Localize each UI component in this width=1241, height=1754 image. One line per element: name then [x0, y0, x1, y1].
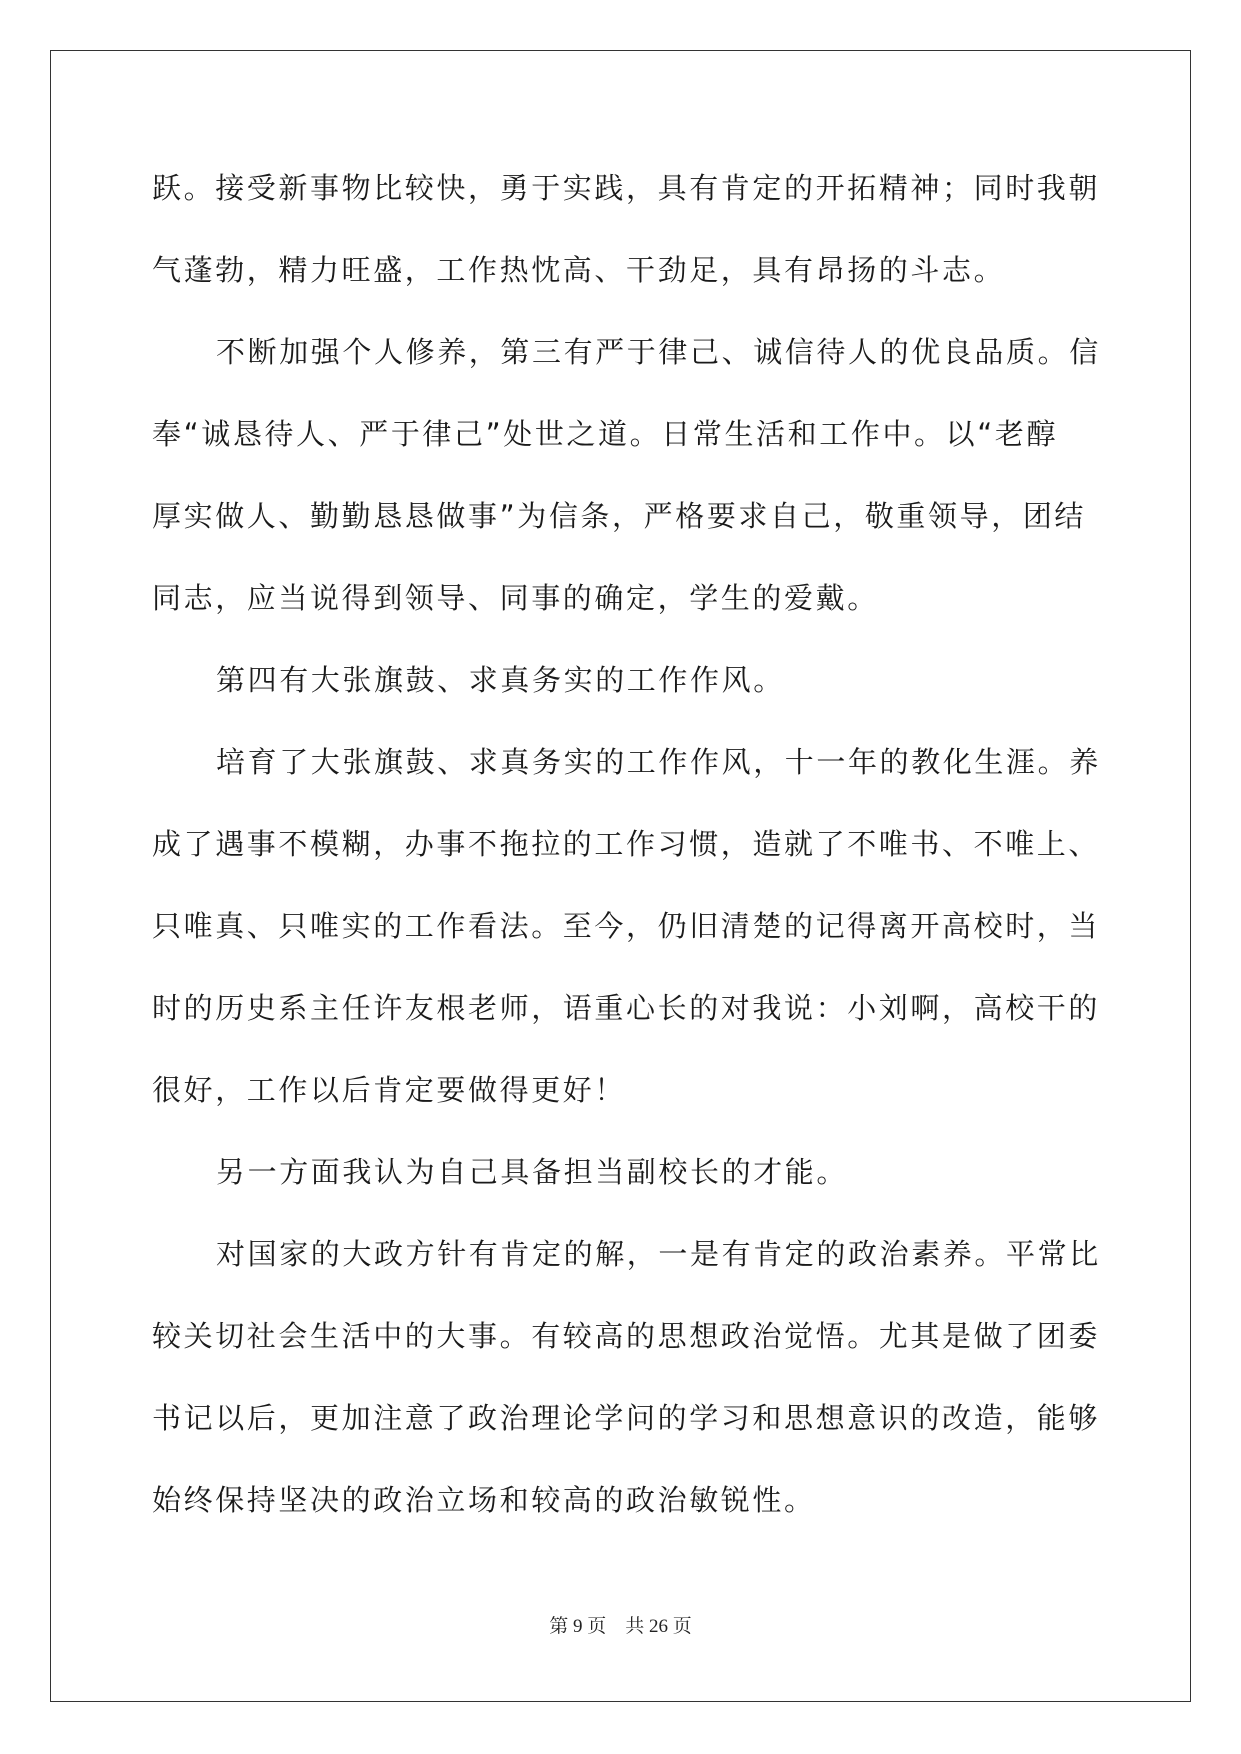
text-line: 培育了大张旗鼓、求真务实的工作作风，十一年的教化生涯。养	[216, 745, 1101, 779]
text-line: 始终保持坚决的政治立场和较高的政治敏锐性。	[152, 1483, 816, 1517]
text-line: 同志，应当说得到领导、同事的确定，学生的爱戴。	[152, 581, 879, 615]
paragraph	[152, 168, 1101, 291]
text-line: 只唯真、只唯实的工作看法。至今，仍旧清楚的记得离开高校时，当	[152, 909, 1101, 943]
text-line: 奉“诚恳待人、严于律己”处世之道。日常生活和工作中。以“老醇	[152, 417, 1059, 451]
text-line: 较关切社会生活中的大事。有较高的思想政治觉悟。尤其是做了团委	[152, 1319, 1101, 1353]
text-line: 第四有大张旗鼓、求真务实的工作作风。	[216, 663, 785, 697]
document-body	[152, 168, 1101, 1562]
text-line: 气蓬勃，精力旺盛，工作热忱高、干劲足，具有昂扬的斗志。	[152, 253, 1006, 287]
paragraph	[152, 742, 1101, 1111]
text-line: 厚实做人、勤勤恳恳做事”为信条，严格要求自己，敬重领导，团结	[152, 499, 1087, 533]
text-line: 很好，工作以后肯定要做得更好！	[152, 1073, 627, 1107]
paragraph	[152, 332, 1101, 619]
paragraph	[152, 1152, 1092, 1193]
text-line: 书记以后，更加注意了政治理论学问的学习和思想意识的改造，能够	[152, 1401, 1101, 1435]
page-footer: 第 9 页 共 26 页	[549, 1616, 692, 1637]
text-line: 跃。接受新事物比较快，勇于实践，具有肯定的开拓精神；同时我朝	[152, 171, 1101, 205]
paragraph	[152, 660, 1092, 701]
text-line: 时的历史系主任许友根老师，语重心长的对我说：小刘啊，高校干的	[152, 991, 1101, 1025]
text-line: 不断加强个人修养，第三有严于律己、诚信待人的优良品质。信	[216, 335, 1101, 369]
text-line: 另一方面我认为自己具备担当副校长的才能。	[216, 1155, 849, 1189]
text-line: 对国家的大政方针有肯定的解，一是有肯定的政治素养。平常比	[216, 1237, 1101, 1271]
text-line: 成了遇事不模糊，办事不拖拉的工作习惯，造就了不唯书、不唯上、	[152, 827, 1101, 861]
paragraph	[152, 1234, 1101, 1521]
